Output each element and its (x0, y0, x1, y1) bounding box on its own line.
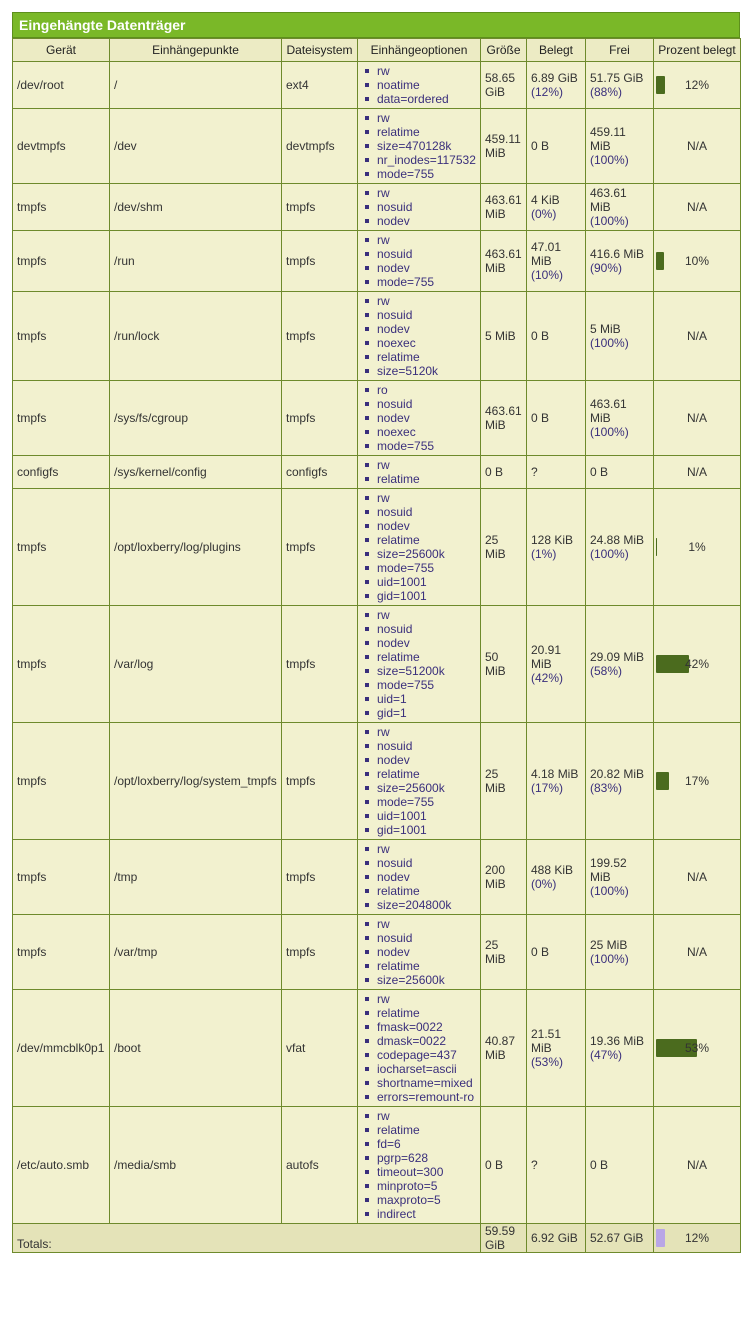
table-row (13, 381, 741, 456)
mount-option: noexec (361, 425, 479, 439)
percent-cell (654, 292, 741, 381)
mount-option: rw (361, 186, 479, 200)
totals-size: 59.59 GiB (481, 1224, 527, 1253)
used-percent: (1%) (531, 547, 557, 561)
mount-option: nodev (361, 870, 479, 884)
filesystem-cell: tmpfs (282, 381, 358, 456)
mount-option: codepage=437 (361, 1048, 479, 1062)
free-value: 25 MiB (590, 938, 628, 952)
mountpoint-cell: /opt/loxberry/log/system_tmpfs (110, 723, 282, 840)
free-cell (586, 231, 654, 292)
mount-option: size=5120k (361, 364, 479, 378)
percent-label: 10% (684, 254, 710, 268)
mount-option: relatime (361, 472, 479, 486)
free-percent: (47%) (590, 1048, 623, 1062)
mount-options-list (359, 842, 479, 912)
table-row (13, 62, 741, 109)
options-cell (358, 184, 481, 231)
mount-option: fmask=0022 (361, 1020, 479, 1034)
percent-label: N/A (686, 945, 707, 959)
totals-percent-label: 12% (684, 1231, 710, 1245)
mount-option: nodev (361, 214, 479, 228)
totals-row (13, 1224, 741, 1253)
percent-label: 42% (684, 657, 710, 671)
percent-label: 53% (684, 1041, 710, 1055)
mount-option: relatime (361, 767, 479, 781)
free-percent: (100%) (590, 884, 629, 898)
mountpoint-cell: /var/tmp (110, 915, 282, 990)
mount-option: noexec (361, 336, 479, 350)
device-cell: tmpfs (13, 489, 110, 606)
filesystem-cell: ext4 (282, 62, 358, 109)
used-cell (527, 381, 586, 456)
mountpoint-cell: /run/lock (110, 292, 282, 381)
table-row (13, 489, 741, 606)
used-cell (527, 840, 586, 915)
mount-option: relatime (361, 1006, 479, 1020)
mount-option: uid=1001 (361, 575, 479, 589)
free-percent: (88%) (590, 85, 623, 99)
filesystem-cell: configfs (282, 456, 358, 489)
used-cell (527, 456, 586, 489)
size-cell: 459.11 MiB (481, 109, 527, 184)
percent-cell (654, 990, 741, 1107)
totals-percent-cell (654, 1224, 741, 1253)
mount-option: rw (361, 608, 479, 622)
mount-option: nosuid (361, 856, 479, 870)
mount-options-list (359, 725, 479, 837)
percent-label: N/A (686, 465, 707, 479)
mount-option: rw (361, 725, 479, 739)
table-row (13, 915, 741, 990)
used-value: 128 KiB (531, 533, 574, 547)
options-cell (358, 840, 481, 915)
mount-options-list (359, 458, 479, 486)
device-cell: tmpfs (13, 381, 110, 456)
free-cell (586, 489, 654, 606)
options-cell (358, 231, 481, 292)
mount-option: mode=755 (361, 561, 479, 575)
mountpoint-cell: /opt/loxberry/log/plugins (110, 489, 282, 606)
mount-option: relatime (361, 650, 479, 664)
used-value: ? (531, 465, 538, 479)
filesystem-cell: tmpfs (282, 489, 358, 606)
mount-option: nodev (361, 945, 479, 959)
filesystem-cell: vfat (282, 990, 358, 1107)
table-row (13, 723, 741, 840)
free-cell (586, 840, 654, 915)
table-row (13, 606, 741, 723)
mount-option: size=25600k (361, 547, 479, 561)
options-cell (358, 1107, 481, 1224)
size-cell: 0 B (481, 456, 527, 489)
mount-options-list (359, 64, 479, 106)
percent-label: N/A (686, 329, 707, 343)
used-cell (527, 1107, 586, 1224)
mount-option: ro (361, 383, 479, 397)
mount-option: rw (361, 111, 479, 125)
device-cell: /etc/auto.smb (13, 1107, 110, 1224)
mount-option: rw (361, 294, 479, 308)
free-cell (586, 915, 654, 990)
mount-option: errors=remount-ro (361, 1090, 479, 1104)
mount-option: fd=6 (361, 1137, 479, 1151)
mount-option: dmask=0022 (361, 1034, 479, 1048)
used-cell (527, 915, 586, 990)
size-cell: 0 B (481, 1107, 527, 1224)
free-percent: (83%) (590, 781, 623, 795)
mount-option: timeout=300 (361, 1165, 479, 1179)
size-cell: 50 MiB (481, 606, 527, 723)
mount-option: nosuid (361, 505, 479, 519)
used-value: 0 B (531, 329, 550, 343)
free-cell (586, 990, 654, 1107)
percent-cell (654, 184, 741, 231)
percent-cell (654, 109, 741, 184)
options-cell (358, 62, 481, 109)
free-cell (586, 109, 654, 184)
table-row (13, 840, 741, 915)
mount-options-list (359, 294, 479, 378)
device-cell: tmpfs (13, 231, 110, 292)
mount-option: rw (361, 233, 479, 247)
options-cell (358, 606, 481, 723)
size-cell: 463.61 MiB (481, 231, 527, 292)
used-value: ? (531, 1158, 538, 1172)
mount-option: rw (361, 992, 479, 1006)
mount-option: uid=1 (361, 692, 479, 706)
table-row (13, 109, 741, 184)
free-value: 463.61 MiB (590, 397, 627, 425)
filesystem-cell: tmpfs (282, 915, 358, 990)
used-cell (527, 606, 586, 723)
totals-used: 6.92 GiB (527, 1224, 586, 1253)
percent-cell (654, 1107, 741, 1224)
mount-option: rw (361, 491, 479, 505)
mount-options-list (359, 111, 479, 181)
mount-option: gid=1001 (361, 589, 479, 603)
mount-option: relatime (361, 533, 479, 547)
free-cell (586, 723, 654, 840)
used-percent: (0%) (531, 877, 557, 891)
used-value: 488 KiB (531, 863, 574, 877)
used-percent: (42%) (531, 671, 564, 685)
mount-options-list (359, 1109, 479, 1221)
mount-option: uid=1001 (361, 809, 479, 823)
size-cell: 25 MiB (481, 915, 527, 990)
free-value: 51.75 GiB (590, 71, 644, 85)
mount-option: nodev (361, 322, 479, 336)
table-row (13, 1107, 741, 1224)
mount-option: mode=755 (361, 167, 479, 181)
mount-option: pgrp=628 (361, 1151, 479, 1165)
used-cell (527, 990, 586, 1107)
options-cell (358, 292, 481, 381)
used-percent: (0%) (531, 207, 557, 221)
percent-label: N/A (686, 870, 707, 884)
mount-option: rw (361, 917, 479, 931)
size-cell: 58.65 GiB (481, 62, 527, 109)
free-value: 463.61 MiB (590, 186, 627, 214)
percent-cell (654, 840, 741, 915)
options-cell (358, 723, 481, 840)
header-device[interactable]: Gerät (13, 39, 110, 62)
mount-options-list (359, 917, 479, 987)
mount-options-list (359, 186, 479, 228)
table-row (13, 292, 741, 381)
filesystem-cell: tmpfs (282, 231, 358, 292)
mountpoint-cell: /var/log (110, 606, 282, 723)
header-mount-options[interactable]: Einhängeoptionen (358, 39, 481, 62)
free-percent: (100%) (590, 336, 629, 350)
mount-option: relatime (361, 1123, 479, 1137)
size-cell: 463.61 MiB (481, 184, 527, 231)
device-cell: /dev/root (13, 62, 110, 109)
filesystem-cell: tmpfs (282, 723, 358, 840)
percent-cell (654, 231, 741, 292)
header-size[interactable]: Größe (481, 39, 527, 62)
size-cell: 200 MiB (481, 840, 527, 915)
percent-cell (654, 456, 741, 489)
mount-option: nodev (361, 519, 479, 533)
free-cell (586, 381, 654, 456)
header-percent-used[interactable]: Prozent belegt (654, 39, 741, 62)
free-percent: (58%) (590, 664, 623, 678)
mountpoint-cell: /sys/kernel/config (110, 456, 282, 489)
mounts-table (12, 38, 741, 1253)
mount-option: nosuid (361, 622, 479, 636)
mount-options-list (359, 383, 479, 453)
percent-cell (654, 489, 741, 606)
mount-option: nodev (361, 261, 479, 275)
totals-label: Totals: (13, 1224, 481, 1253)
mount-option: size=51200k (361, 664, 479, 678)
used-percent: (12%) (531, 85, 564, 99)
device-cell: tmpfs (13, 840, 110, 915)
mount-option: mode=755 (361, 275, 479, 289)
filesystem-cell: tmpfs (282, 606, 358, 723)
table-row (13, 184, 741, 231)
mount-option: relatime (361, 884, 479, 898)
panel-title: Eingehängte Datenträger (12, 12, 740, 38)
free-value: 20.82 MiB (590, 767, 645, 781)
table-header-row (13, 39, 741, 62)
filesystem-cell: tmpfs (282, 840, 358, 915)
table-row (13, 231, 741, 292)
mount-option: nosuid (361, 397, 479, 411)
used-cell (527, 62, 586, 109)
mount-option: nodev (361, 411, 479, 425)
mount-option: rw (361, 842, 479, 856)
free-value: 29.09 MiB (590, 650, 645, 664)
mount-option: nosuid (361, 308, 479, 322)
mountpoint-cell: / (110, 62, 282, 109)
filesystem-cell: autofs (282, 1107, 358, 1224)
options-cell (358, 489, 481, 606)
device-cell: tmpfs (13, 184, 110, 231)
size-cell: 463.61 MiB (481, 381, 527, 456)
device-cell: tmpfs (13, 292, 110, 381)
percent-label: 17% (684, 774, 710, 788)
header-free[interactable]: Frei (586, 39, 654, 62)
mount-option: relatime (361, 125, 479, 139)
mount-option: nosuid (361, 739, 479, 753)
mount-options-list (359, 992, 479, 1104)
options-cell (358, 456, 481, 489)
device-cell: devtmpfs (13, 109, 110, 184)
mount-option: shortname=mixed (361, 1076, 479, 1090)
mount-option: size=25600k (361, 973, 479, 987)
device-cell: /dev/mmcblk0p1 (13, 990, 110, 1107)
free-value: 24.88 MiB (590, 533, 645, 547)
mount-option: relatime (361, 959, 479, 973)
free-percent: (90%) (590, 261, 623, 275)
percent-cell (654, 723, 741, 840)
device-cell: tmpfs (13, 723, 110, 840)
free-percent: (100%) (590, 425, 629, 439)
free-percent: (100%) (590, 153, 629, 167)
filesystem-cell: tmpfs (282, 184, 358, 231)
free-cell (586, 62, 654, 109)
used-value: 20.91 MiB (531, 643, 562, 671)
percent-label: N/A (686, 139, 707, 153)
mount-options-list (359, 233, 479, 289)
used-value: 6.89 GiB (531, 71, 578, 85)
mount-option: size=25600k (361, 781, 479, 795)
percent-label: N/A (686, 1158, 707, 1172)
device-cell: tmpfs (13, 606, 110, 723)
mount-option: data=ordered (361, 92, 479, 106)
mount-option: iocharset=ascii (361, 1062, 479, 1076)
free-cell (586, 184, 654, 231)
size-cell: 40.87 MiB (481, 990, 527, 1107)
used-value: 4 KiB (531, 193, 560, 207)
filesystem-cell: tmpfs (282, 292, 358, 381)
table-row (13, 456, 741, 489)
options-cell (358, 381, 481, 456)
mount-option: minproto=5 (361, 1179, 479, 1193)
device-cell: tmpfs (13, 915, 110, 990)
percent-cell (654, 915, 741, 990)
percent-cell (654, 62, 741, 109)
mount-option: mode=755 (361, 795, 479, 809)
free-percent: (100%) (590, 214, 629, 228)
free-cell (586, 606, 654, 723)
used-value: 21.51 MiB (531, 1027, 562, 1055)
free-cell (586, 456, 654, 489)
table-row (13, 990, 741, 1107)
mount-option: maxproto=5 (361, 1193, 479, 1207)
mount-option: nosuid (361, 247, 479, 261)
free-percent: (100%) (590, 952, 629, 966)
mount-option: nodev (361, 753, 479, 767)
used-value: 47.01 MiB (531, 240, 562, 268)
mountpoint-cell: /dev/shm (110, 184, 282, 231)
percent-cell (654, 381, 741, 456)
mount-option: nodev (361, 636, 479, 650)
mount-option: size=204800k (361, 898, 479, 912)
mount-option: noatime (361, 78, 479, 92)
mount-option: mode=755 (361, 678, 479, 692)
used-value: 0 B (531, 139, 550, 153)
free-value: 0 B (590, 465, 609, 479)
size-cell: 5 MiB (481, 292, 527, 381)
mount-option: indirect (361, 1207, 479, 1221)
mountpoint-cell: /tmp (110, 840, 282, 915)
options-cell (358, 915, 481, 990)
mount-option: rw (361, 458, 479, 472)
free-percent: (100%) (590, 547, 629, 561)
device-cell: configfs (13, 456, 110, 489)
percent-label: 1% (688, 540, 706, 554)
mount-option: nosuid (361, 931, 479, 945)
free-value: 199.52 MiB (590, 856, 627, 884)
percent-label: N/A (686, 411, 707, 425)
used-percent: (10%) (531, 268, 564, 282)
used-value: 0 B (531, 945, 550, 959)
mount-option: gid=1001 (361, 823, 479, 837)
used-value: 0 B (531, 411, 550, 425)
mount-option: gid=1 (361, 706, 479, 720)
used-percent: (53%) (531, 1055, 564, 1069)
percent-label: 12% (684, 78, 710, 92)
mount-option: nr_inodes=117532 (361, 153, 479, 167)
used-value: 4.18 MiB (531, 767, 579, 781)
free-value: 19.36 MiB (590, 1034, 645, 1048)
mountpoint-cell: /dev (110, 109, 282, 184)
used-cell (527, 723, 586, 840)
mountpoint-cell: /sys/fs/cgroup (110, 381, 282, 456)
used-cell (527, 231, 586, 292)
mountpoint-cell: /media/smb (110, 1107, 282, 1224)
used-cell (527, 489, 586, 606)
options-cell (358, 990, 481, 1107)
free-cell (586, 292, 654, 381)
free-value: 459.11 MiB (590, 125, 626, 153)
header-used[interactable]: Belegt (527, 39, 586, 62)
size-cell: 25 MiB (481, 489, 527, 606)
used-percent: (17%) (531, 781, 564, 795)
used-cell (527, 184, 586, 231)
free-value: 416.6 MiB (590, 247, 645, 261)
percent-label: N/A (686, 200, 707, 214)
percent-cell (654, 606, 741, 723)
header-mountpoint[interactable]: Einhängepunkte (110, 39, 282, 62)
totals-free: 52.67 GiB (586, 1224, 654, 1253)
mounted-drives-panel (12, 12, 740, 1253)
mount-option: relatime (361, 350, 479, 364)
mount-option: size=470128k (361, 139, 479, 153)
used-cell (527, 109, 586, 184)
free-value: 5 MiB (590, 322, 621, 336)
size-cell: 25 MiB (481, 723, 527, 840)
mount-option: nosuid (361, 200, 479, 214)
mountpoint-cell: /run (110, 231, 282, 292)
mount-option: mode=755 (361, 439, 479, 453)
free-cell (586, 1107, 654, 1224)
header-filesystem[interactable]: Dateisystem (282, 39, 358, 62)
mount-option: rw (361, 1109, 479, 1123)
options-cell (358, 109, 481, 184)
free-value: 0 B (590, 1158, 609, 1172)
filesystem-cell: devtmpfs (282, 109, 358, 184)
mount-option: rw (361, 64, 479, 78)
mount-options-list (359, 491, 479, 603)
used-cell (527, 292, 586, 381)
mountpoint-cell: /boot (110, 990, 282, 1107)
mount-options-list (359, 608, 479, 720)
